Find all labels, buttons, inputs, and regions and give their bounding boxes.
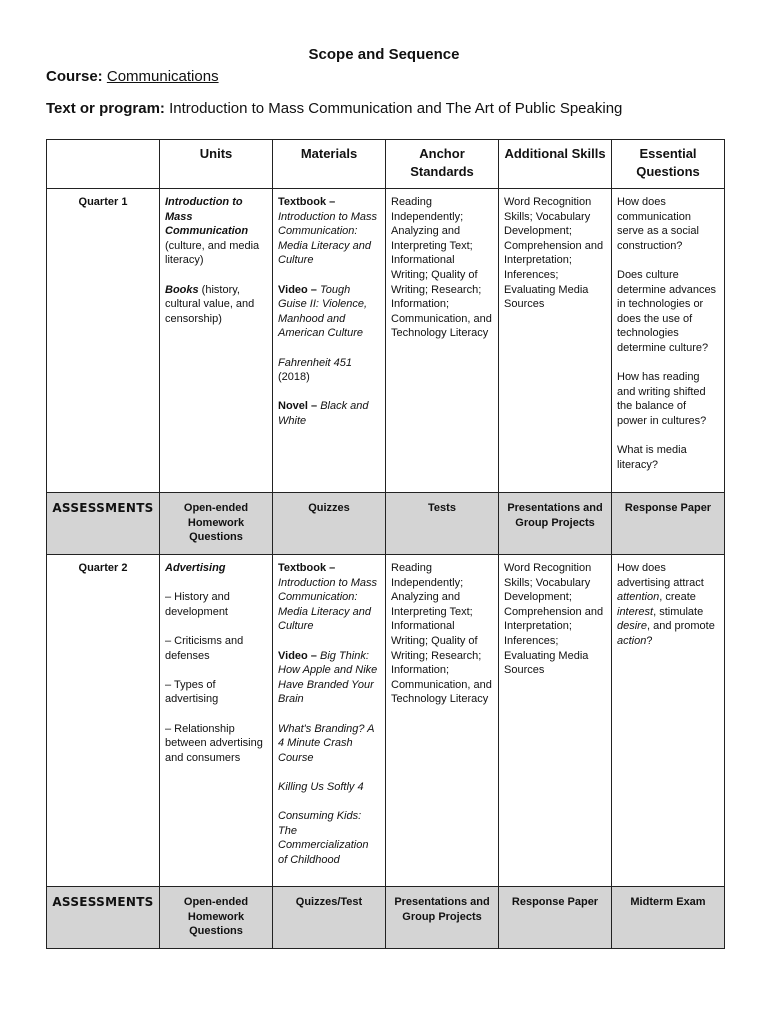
video-label: Video – <box>278 283 317 296</box>
assessment-item: Open-ended Homework Questions <box>160 493 273 555</box>
novel-label: Novel – <box>278 400 318 413</box>
quarter-2-row <box>47 555 725 887</box>
film-title: Fahrenheit 451 <box>278 356 352 369</box>
quarter-1-standards: Reading Independently; Analyzing and Interpreting Text; Informational Writing; Quality of Writing; Research; Information; Communication, and Technology Literacy <box>386 189 499 493</box>
assessments-label: ASSESSMENTS <box>47 887 160 949</box>
question: How has reading and writing shifted the balance of power in cultures? <box>617 371 707 427</box>
unit-subitem: – History and development <box>165 591 230 618</box>
unit-subitem: – Criticisms and defenses <box>165 634 244 662</box>
novel-title: Black and White <box>278 400 369 427</box>
course-value: Communications <box>106 68 219 85</box>
quarter-2-materials <box>273 555 386 887</box>
video-label: Video – <box>278 649 317 662</box>
assessment-item: Quizzes <box>273 493 386 555</box>
assessment-item: Tests <box>386 493 499 555</box>
film-year: (2018) <box>278 371 310 384</box>
quarter-1-materials <box>273 189 386 493</box>
question: How does communication serve as a social construction? <box>617 196 699 252</box>
document-title: Scope and Sequence <box>308 46 460 63</box>
material-title: What's Branding? A 4 Minute Crash Course <box>278 722 375 764</box>
course-line <box>46 68 219 85</box>
col-header-essential-questions: Essential Questions <box>612 140 725 189</box>
unit-title: Advertising <box>165 562 226 574</box>
question: How does advertising attract attention, create interest, stimulate desire, and promote action? <box>617 562 715 647</box>
scope-table <box>46 139 725 949</box>
unit-title: Introduction to Mass Communication <box>165 196 249 238</box>
quarter-2-skills: Word Recognition Skills; Vocabulary Development; Comprehension and Interpretation; Inferences; Evaluating Media Sources <box>499 555 612 887</box>
textbook-title: Introduction to Mass Communication: Media Literacy and Culture <box>278 576 378 633</box>
quarter-1-label: Quarter 1 <box>47 189 160 493</box>
assessment-item: Midterm Exam <box>612 887 725 949</box>
col-header-anchor-standards: Anchor Standards <box>386 140 499 189</box>
col-header-units: Units <box>160 140 273 189</box>
col-header-materials: Materials <box>273 140 386 189</box>
question: Does culture determine advances in technologies or does the use of technologies determine culture? <box>617 268 717 354</box>
assessments-label: ASSESSMENTS <box>47 493 160 555</box>
books-label: Books <box>165 283 199 296</box>
text-program-line <box>46 100 622 117</box>
quarter-1-units <box>160 189 273 493</box>
assessment-item: Quizzes/Test <box>273 887 386 949</box>
quarter-2-standards: Reading Independently; Analyzing and Interpreting Text; Informational Writing; Quality of Writing; Research; Information; Communication, and Technology Literacy <box>386 555 499 887</box>
video-title: Tough Guise II: Violence, Manhood and American Culture <box>278 283 368 340</box>
material-title: Consuming Kids: The Commercialization of Childhood <box>278 810 369 866</box>
unit-subitem: – Types of advertising <box>165 678 219 706</box>
quarter-2-label: Quarter 2 <box>47 555 160 887</box>
assessment-item: Response Paper <box>499 887 612 949</box>
unit-subitem: – Relationship between advertising and consumers <box>165 722 263 764</box>
quarter-1-skills: Word Recognition Skills; Vocabulary Development; Comprehension and Interpretation; Inferences; Evaluating Media Sources <box>499 189 612 493</box>
material-title: Killing Us Softly 4 <box>278 780 364 793</box>
video-title: Big Think: How Apple and Nike Have Branded Your Brain <box>278 649 378 706</box>
assessment-item: Presentations and Group Projects <box>499 493 612 555</box>
textbook-label: Textbook – <box>278 562 336 574</box>
header-row <box>47 140 725 189</box>
books-desc: (history, cultural value, and censorship) <box>165 283 255 325</box>
assessment-item: Response Paper <box>612 493 725 555</box>
textbook-title: Introduction to Mass Communication: Media Literacy and Culture <box>278 210 378 267</box>
corner-cell <box>47 140 160 189</box>
quarter-1-row <box>47 189 725 493</box>
assessment-item: Open-ended Homework Questions <box>160 887 273 949</box>
quarter-2-questions <box>612 555 725 887</box>
course-label: Course: <box>46 68 103 85</box>
col-header-additional-skills: Additional Skills <box>499 140 612 189</box>
textbook-label: Textbook – <box>278 196 336 208</box>
quarter-2-assessments-row <box>47 887 725 949</box>
quarter-1-assessments-row <box>47 493 725 555</box>
quarter-2-units <box>160 555 273 887</box>
unit-desc: (culture, and media literacy) <box>165 239 260 267</box>
text-program-label: Text or program: <box>46 100 165 117</box>
quarter-1-questions <box>612 189 725 493</box>
question: What is media literacy? <box>617 444 687 471</box>
assessment-item: Presentations and Group Projects <box>386 887 499 949</box>
text-program-value: Introduction to Mass Communication and The Art of Public Speaking <box>169 100 623 117</box>
